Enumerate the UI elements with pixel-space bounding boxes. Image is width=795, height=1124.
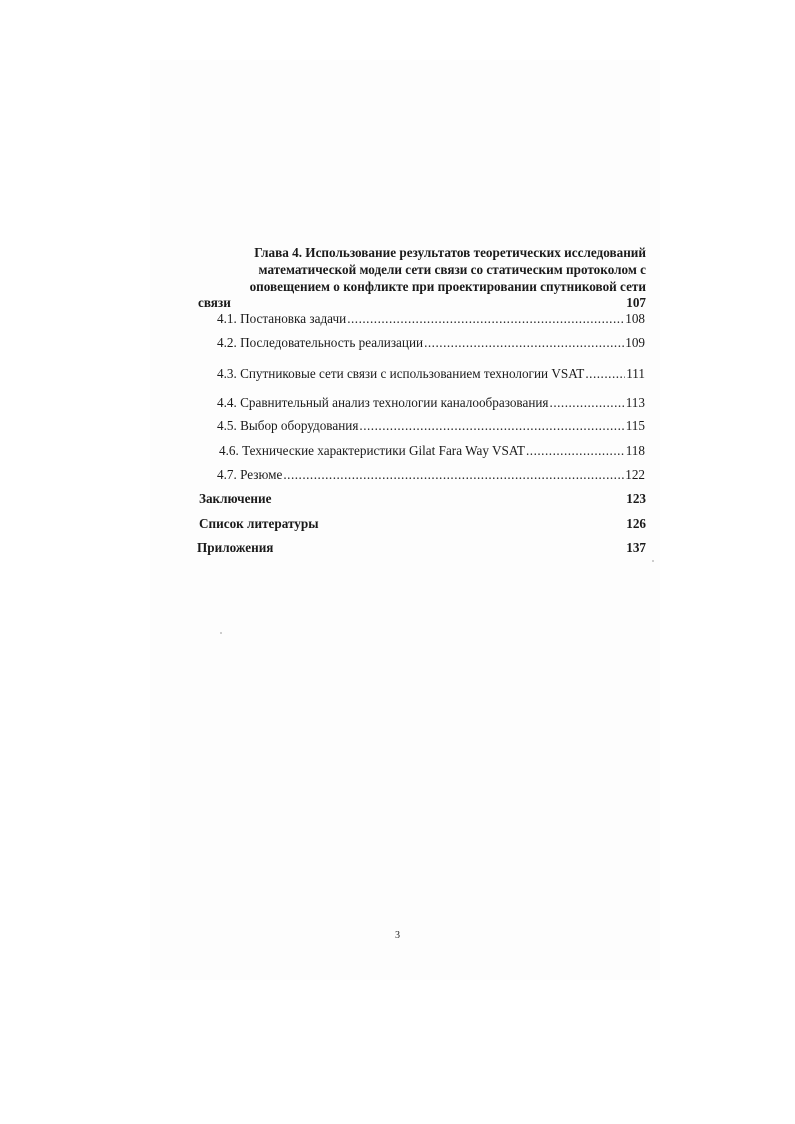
chapter-heading-line-4: связи (198, 295, 231, 310)
toc-entry-page: 113 (625, 395, 645, 410)
toc-entry-label: 4.7. Резюме (217, 467, 283, 482)
toc-entry-4-7 (217, 467, 645, 483)
toc-entry-page: 123 (626, 491, 646, 506)
toc-entry-label: 4.1. Постановка задачи (217, 311, 347, 326)
toc-entry-4-1 (217, 311, 645, 327)
toc-entry-4-5 (217, 418, 645, 434)
toc-entry-page: 108 (625, 311, 645, 326)
toc-entry-label: Список литературы (199, 516, 319, 531)
toc-entry-label: 4.4. Сравнительный анализ технологии каналообразования (217, 395, 549, 410)
toc-entry-4-4 (217, 395, 645, 411)
toc-dot-leader (550, 395, 625, 411)
chapter-4-page-number: 107 (626, 295, 646, 310)
toc-dot-leader (347, 311, 624, 327)
toc-entry-4-3 (217, 366, 645, 382)
toc-dot-leader (526, 443, 625, 459)
toc-entry-label: 4.5. Выбор оборудования (217, 418, 359, 433)
chapter-heading-last-row (198, 295, 646, 310)
toc-entry-label: 4.3. Спутниковые сети связи с использованием технологии VSAT (217, 366, 585, 381)
toc-entry-label: 4.2. Последовательность реализации (217, 335, 424, 350)
toc-entry-page: 137 (626, 540, 646, 555)
toc-entry-page: 111 (626, 366, 645, 381)
toc-dot-leader (283, 467, 624, 483)
page-number: 3 (395, 930, 400, 941)
toc-entry-page: 115 (625, 418, 645, 433)
toc-entry-conclusion (199, 491, 646, 507)
chapter-heading-line-2: математической модели сети связи со статическим протоколом с (258, 262, 646, 277)
scan-speck (220, 632, 222, 634)
chapter-heading-line-3: оповещением о конфликте при проектировании спутниковой сети (249, 279, 646, 294)
toc-entry-4-2 (217, 335, 645, 351)
toc-entry-page: 118 (625, 443, 645, 458)
toc-dot-leader (424, 335, 624, 351)
scan-speck (652, 560, 654, 562)
toc-entry-page: 109 (625, 335, 645, 350)
toc-entry-4-6 (219, 443, 645, 459)
toc-entry-appendices (197, 540, 646, 556)
toc-entry-page: 126 (626, 516, 646, 531)
chapter-4-heading (198, 244, 646, 310)
toc-dot-leader (585, 366, 625, 382)
toc-entry-references (199, 516, 646, 532)
toc-dot-leader (359, 418, 624, 434)
toc-entry-label: Заключение (199, 491, 272, 506)
toc-entry-label: 4.6. Технические характеристики Gilat Fara Way VSAT (219, 443, 525, 458)
toc-entry-label: Приложения (197, 540, 274, 555)
toc-entry-page: 122 (625, 467, 645, 482)
chapter-heading-line-1: Глава 4. Использование результатов теоретических исследований (254, 245, 646, 260)
